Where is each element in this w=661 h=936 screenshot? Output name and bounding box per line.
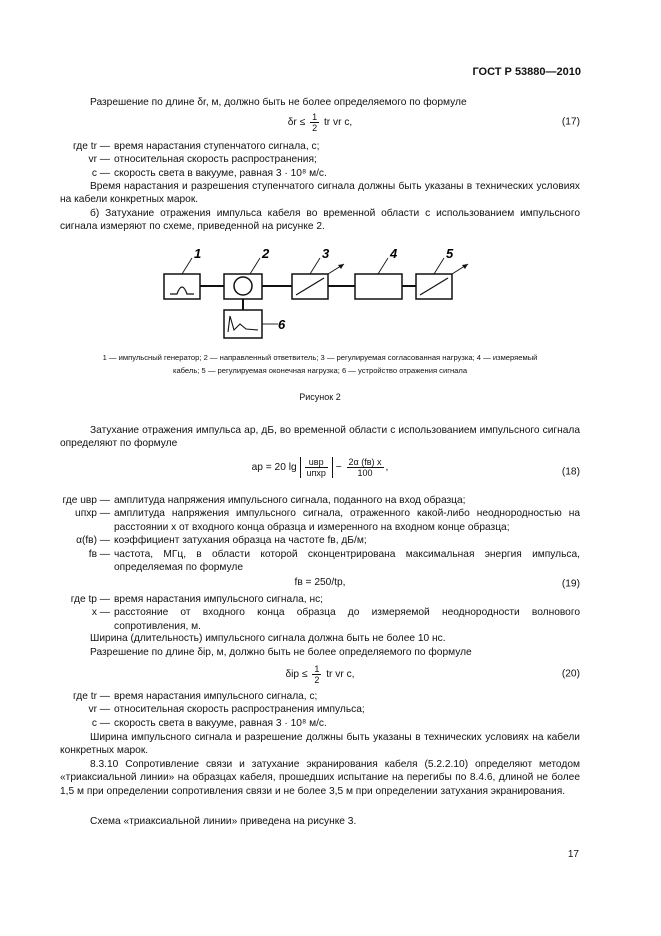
definition: коэффициент затухания образца на частоте fв, дБ/м;: [114, 535, 367, 547]
cable-under-test-box: [355, 274, 402, 299]
paragraph: Ширина (длительность) импульсного сигнала должна быть не более 10 нс.: [90, 633, 446, 644]
formula-expression: fв = 250/tр,: [294, 577, 346, 588]
formula-18: [60, 455, 580, 489]
symbol: где uвр —: [62, 495, 110, 506]
label-6: 6: [278, 317, 286, 332]
paragraph: 8.3.10 Сопротивление связи и затухание экранирования кабеля (5.2.2.10) определяют методом «триаксиальной линии» на образцах кабеля, прошедших испытание на перегибы по 8.4.6, длиной не более 1,5 м при определении сопротивления связи и не более 3,5 м при определении затухания экранирования.: [60, 759, 580, 797]
symbol: α(fв) —: [76, 535, 110, 547]
page-number: 17: [567, 849, 579, 860]
abs-numerator: uвр: [305, 457, 328, 468]
symbol: где tr —: [73, 141, 110, 152]
formula-lhs: δr ≤: [287, 117, 306, 129]
reflection-device-box: [224, 310, 262, 338]
definition: амплитуда напряжения импульсного сигнала, отраженного какой-либо неоднородностью на расстоянии x от входного конца образца и измеренного на входном конце образца;: [114, 508, 580, 533]
definition: время нарастания импульсного сигнала, нс;: [114, 594, 324, 605]
formula-number: (18): [561, 466, 580, 478]
where-list-19: [60, 593, 580, 633]
symbol: c —: [91, 717, 110, 729]
caption-line: 1 — импульсный генератор; 2 — направленный ответвитель; 3 — регулируемая согласованная нагрузка; 4 — измеряемый: [102, 353, 538, 362]
frac-denominator: 100: [357, 468, 373, 478]
label-4: 4: [390, 246, 398, 261]
label-3: 3: [322, 246, 330, 261]
formula-rhs: tr vr c,: [326, 669, 355, 681]
standard-header: ГОСТ Р 53880—2010: [472, 66, 581, 78]
measurement-scheme-diagram: [150, 244, 480, 342]
formula-comma: ,: [385, 462, 389, 474]
label-2: 2: [262, 246, 270, 261]
formula-lhs: ap = 20 lg: [251, 462, 297, 474]
definition: частота, МГц, в области которой сконцентрирована максимальная энергия импульса, определяемая по формуле: [114, 548, 580, 574]
where-list-18: [60, 494, 580, 574]
figure-title: Рисунок 2: [299, 392, 341, 402]
symbol: где tр —: [70, 594, 110, 605]
formula-number: (17): [561, 116, 580, 128]
symbol: vr —: [88, 704, 110, 716]
formula-minus: −: [335, 462, 342, 474]
formula-20: [60, 660, 580, 688]
symbol: x —: [91, 607, 110, 619]
where-list-20: [60, 690, 580, 730]
label-5: 5: [446, 246, 454, 261]
symbol: uпхр —: [75, 508, 110, 520]
frac-denominator: 2: [312, 123, 318, 133]
definition: расстояние от входного конца образца до измеряемой неоднородности волнового сопротивления, м.: [114, 607, 580, 632]
formula-17: [60, 108, 580, 136]
formula-19: [60, 574, 580, 594]
formula-rhs: tr vr c,: [323, 117, 353, 129]
paragraph: Затухание отражения импульса ap, дБ, во временной области с использованием импульсного сигнала определяют по формуле: [60, 425, 580, 450]
paragraph: Разрешение по длине δr, м, должно быть не более определяемого по формуле: [90, 97, 467, 108]
figure-caption: [60, 351, 580, 377]
frac-numerator: 1: [314, 664, 320, 674]
where-list-17: [60, 140, 580, 180]
symbol: vr —: [88, 154, 110, 166]
definition: амплитуда напряжения импульсного сигнала, поданного на вход образца;: [114, 495, 466, 506]
abs-denominator: uпхр: [306, 468, 326, 478]
definition: время нарастания импульсного сигнала, с;: [114, 691, 318, 702]
frac-numerator: 2α (fв) x: [348, 457, 382, 467]
frac-numerator: 1: [312, 112, 318, 122]
paragraph: Ширина импульсного сигнала и разрешение должны быть указаны в технических условиях на кабели конкретных марок.: [60, 732, 580, 757]
label-1: 1: [194, 246, 202, 261]
definition: скорость света в вакууме, равная 3 · 10⁸ м/с.: [114, 717, 327, 729]
definition: скорость света в вакууме, равная 3 · 10⁸ м/с.: [114, 167, 327, 179]
symbol: c —: [91, 167, 110, 179]
paragraph: б) Затухание отражения импульса кабеля во временной области с использованием импульсного сигнала измеряют по схеме, приведенной на рисунке 2.: [60, 208, 580, 233]
definition: относительная скорость распространения;: [114, 154, 317, 166]
caption-line: кабель; 5 — регулируемая оконечная нагрузка; 6 — устройство отражения сигнала: [172, 366, 468, 375]
formula-lhs: δip ≤: [285, 669, 308, 681]
symbol: где tr —: [73, 691, 110, 702]
definition: относительная скорость распространения импульса;: [114, 704, 365, 716]
frac-denominator: 2: [314, 675, 320, 685]
paragraph: Время нарастания и разрешения ступенчатого сигнала должны быть указаны в технических условиях на кабели конкретных марок.: [60, 181, 580, 206]
symbol: fв —: [88, 548, 110, 560]
formula-number: (20): [561, 668, 580, 680]
definition: время нарастания ступенчатого сигнала, с;: [114, 141, 320, 152]
formula-number: (19): [561, 578, 580, 590]
paragraph: Разрешение по длине δip, м, должно быть не более определяемого по формуле: [90, 647, 472, 658]
paragraph: Схема «триаксиальной линии» приведена на рисунке 3.: [90, 816, 357, 827]
